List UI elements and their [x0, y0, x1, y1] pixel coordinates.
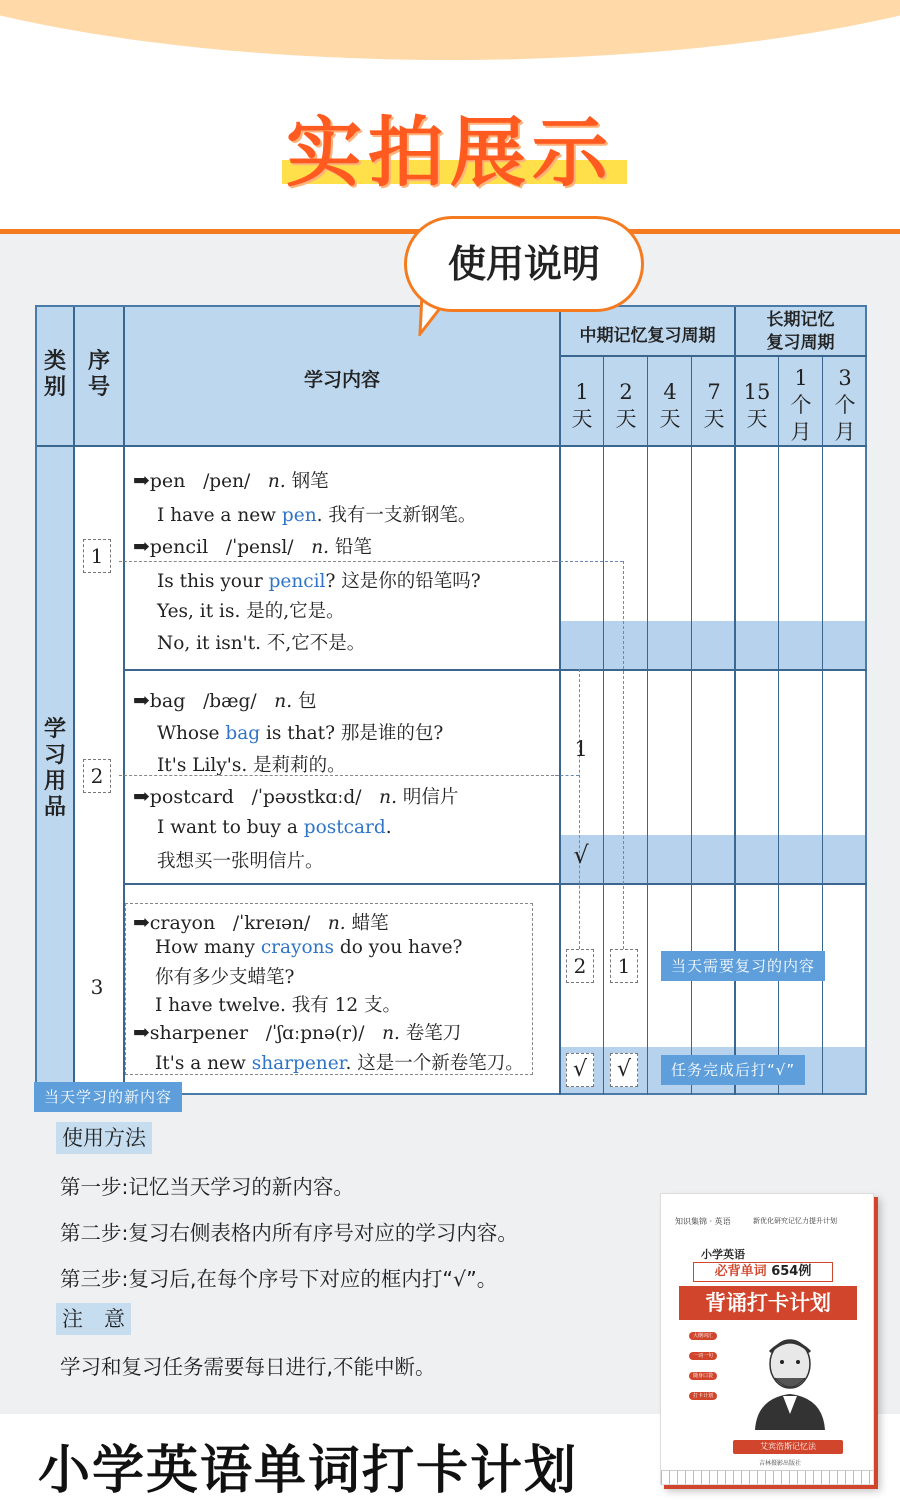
done-tag: 任务完成后打“√”	[661, 1055, 805, 1085]
grid-shade-2	[559, 835, 865, 885]
header-mid-cycle: 中期记忆复习周期	[579, 326, 716, 346]
note-text: 学习和复习任务需要每日进行,不能中断。	[60, 1355, 436, 1379]
feature-pill-label: 大纲词汇	[693, 1333, 714, 1339]
review-box[interactable]: 1	[610, 949, 638, 983]
seq-2: 2	[83, 759, 111, 793]
grid-shade-1	[559, 621, 865, 671]
header-category: 类别	[43, 349, 66, 400]
example-line: How many crayons do you have?	[155, 937, 463, 958]
review-table	[35, 305, 867, 1095]
portrait-illustration	[745, 1334, 835, 1430]
review-number: 1	[574, 737, 588, 761]
example-line: It's a new sharpener. 这是一个新卷笔刀。	[155, 1053, 524, 1074]
step-3: 第三步:复习后,在每个序号下对应的框内打“√”。	[60, 1267, 498, 1291]
book-subtitle: 小学英语	[701, 1248, 745, 1261]
check-mark: √	[573, 841, 589, 869]
entry-pencil: ➡pencil /ˈpensl/ n. 铅笔	[133, 534, 372, 558]
example-line: I have twelve. 我有 12 支。	[155, 995, 402, 1016]
book-cover	[660, 1193, 874, 1485]
book-press: 吉林摄影出版社	[759, 1460, 802, 1467]
example-line: Is this your pencil? 这是你的铅笔吗?	[157, 571, 481, 592]
book-main-title: 背诵打卡计划	[679, 1286, 857, 1320]
example-line: Yes, it is. 是的,它是。	[157, 601, 345, 622]
header-content: 学习内容	[303, 369, 380, 391]
connector	[623, 561, 624, 949]
day-1-header: 1 天	[571, 380, 593, 431]
example-line: 你有多少支蜡笔?	[155, 967, 295, 988]
connector	[579, 669, 580, 949]
seq-1: 1	[83, 539, 111, 573]
grid-bg-2	[559, 671, 865, 835]
book-badge: 艾宾浩斯记忆法	[733, 1440, 843, 1454]
entry-sharpener: ➡sharpener /ˈʃɑːpnə(r)/ n. 卷笔刀	[133, 1020, 462, 1044]
check-box[interactable]: √	[610, 1053, 638, 1087]
top-decoration	[0, 0, 900, 70]
feature-pill-label: 随身口袋	[693, 1373, 714, 1379]
entry-bag: ➡bag /bæg/ n. 包	[133, 688, 317, 712]
review-box[interactable]: 2	[566, 949, 594, 983]
connector	[555, 775, 579, 776]
check-box[interactable]: √	[566, 1053, 594, 1087]
example-line: It's Lily's. 是莉莉的。	[157, 755, 346, 776]
feature-pill-label: 打卡计划	[693, 1393, 714, 1399]
usage-bubble: 使用说明	[404, 216, 644, 312]
grid-bg-1	[559, 447, 865, 621]
example-line: I have a new pen. 我有一支新钢笔。	[157, 505, 477, 526]
dash-box	[119, 561, 555, 563]
page-title: 实拍展示	[286, 108, 614, 197]
header-long-cycle: 长期记忆 复习周期	[766, 310, 835, 353]
day-7-header: 7 天	[703, 380, 725, 431]
book-publisher: 知识集锦 · 英语	[675, 1217, 731, 1226]
entry-postcard: ➡postcard /ˈpəʊstkɑːd/ n. 明信片	[133, 784, 459, 808]
method-label: 使用方法	[56, 1122, 152, 1154]
ruler	[661, 1470, 873, 1484]
day-15-header: 15 天	[743, 380, 771, 431]
header-seq: 序号	[87, 349, 110, 400]
example-line: No, it isn't. 不,它不是。	[157, 633, 366, 654]
book-tagline: 新优化研究记忆力提升计划	[753, 1217, 837, 1225]
example-line: 我想买一张明信片。	[157, 851, 324, 872]
feature-pill-label: 一词一句	[693, 1353, 714, 1359]
book-title-line: 必背单词 654例	[693, 1262, 833, 1282]
entry-pen: ➡pen /pen/ n. 钢笔	[133, 468, 329, 492]
month-1-header: 1 个 月	[790, 366, 812, 444]
new-content-tag: 当天学习的新内容	[34, 1082, 182, 1112]
footer-title: 小学英语单词打卡计划	[38, 1441, 579, 1500]
example-line: Whose bag is that? 那是谁的包?	[157, 723, 444, 744]
connector	[555, 561, 623, 562]
entry-crayon: ➡crayon /ˈkreɪən/ n. 蜡笔	[133, 910, 389, 934]
example-line: I want to buy a postcard.	[157, 817, 392, 838]
month-3-header: 3 个 月	[834, 366, 856, 444]
note-label: 注 意	[56, 1303, 131, 1335]
seq-3: 3	[90, 975, 104, 999]
review-tag: 当天需要复习的内容	[661, 951, 825, 981]
step-2: 第二步:复习右侧表格内所有序号对应的学习内容。	[60, 1221, 518, 1245]
day-2-header: 2 天	[615, 380, 637, 431]
step-1: 第一步:记忆当天学习的新内容。	[60, 1175, 354, 1199]
category-label: 学习用品	[43, 717, 66, 820]
day-4-header: 4 天	[659, 380, 681, 431]
